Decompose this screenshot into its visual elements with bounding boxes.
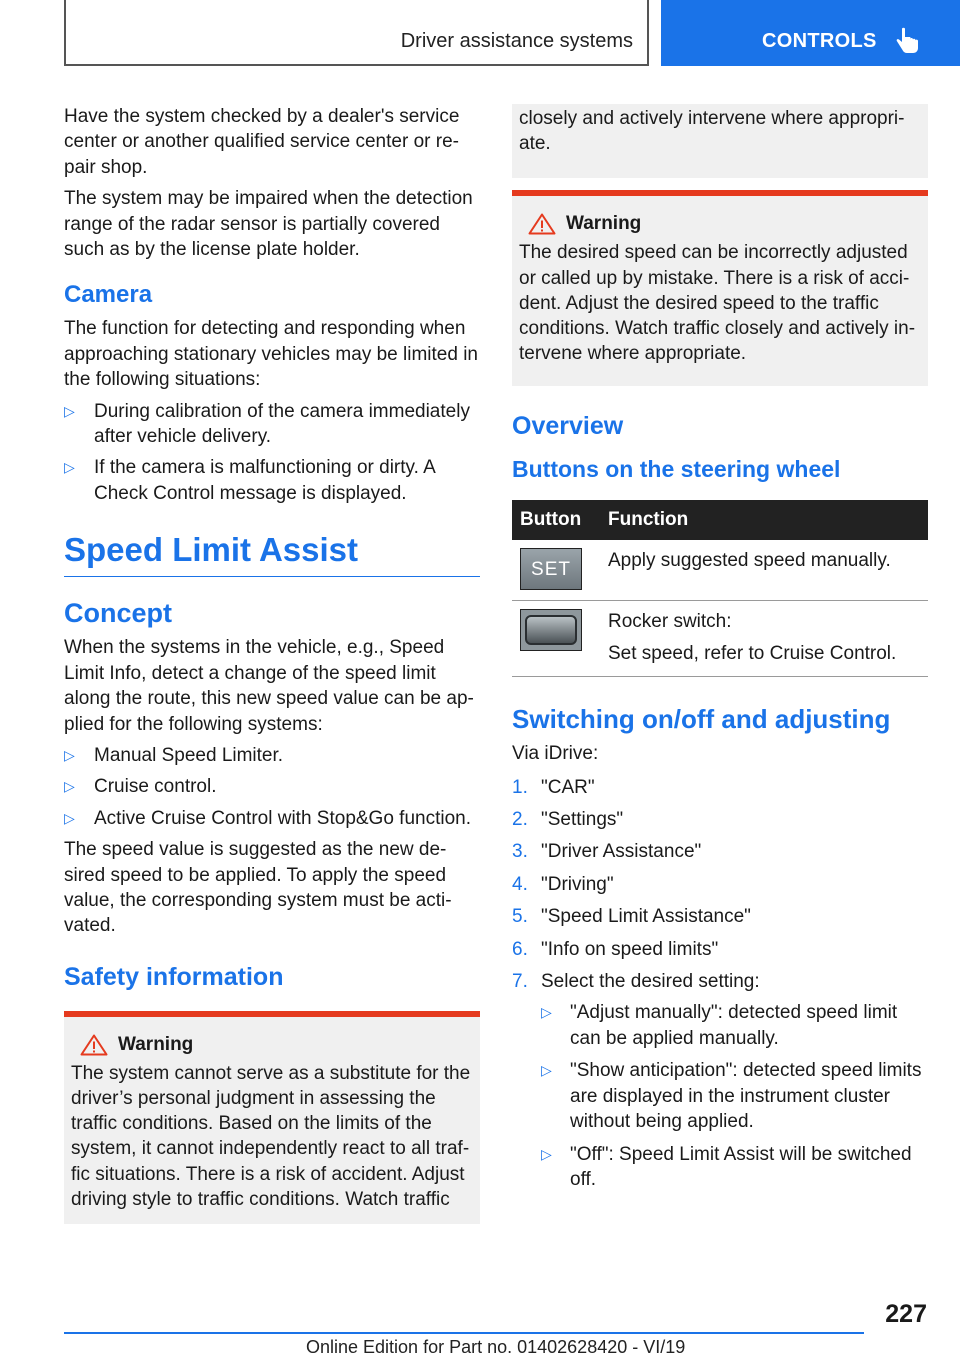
warning-text: The system cannot serve as a substitute for the driver’s personal judgment in assessing the traffic conditions. Based on the limits of the system, it cannot independently react to all traffic situations. There is a risk of accident. Adjust driving style to traffic conditions. Watch traffic [71,1062,471,1210]
rocker-switch-icon [520,609,582,651]
warning-title: Warning [71,1033,473,1057]
list-item: 7. Select the desired setting: ▷ "Adjust manually": detected speed limit can be applied manually. ▷ "Show anticipation": detected speed limits are displayed in the instrument cluster without being applied. ▷ "Off": Speed Limit Assist will be switched off. [512,969,928,1192]
table-header-row [512,500,928,540]
list-item: ▷ "Show anticipation": detected speed limits are displayed in the instrument cluster without being applied. [541,1060,922,1133]
list-item: ▷ Manual Speed Limiter. [64,744,284,766]
concept-bullet-list [64,743,480,831]
list-item: 2. "Settings" [512,809,624,831]
list-item: 6. "Info on speed limits" [512,938,719,960]
paragraph-camera-limits: The function for detecting and responding when approaching stationary vehicles may be limited in the following situations: [64,318,478,391]
list-item: 3. "Driver Assistance" [512,841,702,863]
idrive-steps-list [512,775,928,1193]
table-row [512,540,928,601]
header-chapter-box [661,0,960,66]
warning-box-desired-speed [512,190,928,386]
paragraph-via-idrive: Via iDrive: [512,743,599,765]
button-image-cell [512,540,606,601]
header-section-title: Driver assistance systems [400,30,633,52]
list-item: ▷ "Adjust manually": detected speed limit can be applied manually. [541,1002,898,1049]
heading-speed-limit-assist: Speed Limit Assist [64,530,480,577]
heading-safety-information: Safety information [64,962,284,991]
list-item: ▷ During calibration of the camera immediately after vehicle delivery. [64,400,470,448]
function-cell: Apply suggested speed manually. [606,540,928,601]
list-item: ▷ Cruise control. [64,776,217,798]
triangle-bullet-icon: ▷ [64,459,75,476]
warning-text: The desired speed can be incorrectly adjusted or called up by mistake. There is a risk of accident. Adjust the desired speed to the traffic conditions. Watch traffic closely and actively intervene where appropriate. [519,242,916,365]
pointing-hand-icon [893,26,923,56]
camera-bullet-list [64,399,480,507]
function-line: Set speed, refer to Cruise Control. [608,642,897,664]
paragraph-concept: When the systems in the vehicle, e.g., Speed Limit Info, detect a change of the speed limit along the route, this new speed value can be applied for the following systems: [64,637,474,735]
footer-divider [64,1332,864,1334]
header-chapter-title: CONTROLS [762,30,877,52]
list-item: ▷ If the camera is malfunctioning or dirty. A Check Control message is displayed. [64,457,435,504]
button-image-cell [512,601,606,677]
heading-concept: Concept [64,598,172,629]
triangle-bullet-icon: ▷ [541,1062,552,1079]
warning-box-substitute [64,1011,480,1224]
warning-box-continued [512,104,928,178]
set-button-icon: SET [520,548,582,590]
header-section-box [64,0,649,66]
warning-title: Warning [519,212,921,236]
heading-overview: Overview [512,412,624,441]
triangle-bullet-icon: ▷ [541,1004,552,1021]
triangle-bullet-icon: ▷ [64,402,75,419]
heading-camera: Camera [64,281,153,309]
paragraph-radar-impaired: The system may be impaired when the detection range of the radar sensor is partially covered such as by the license plate holder. [64,188,473,261]
paragraph-service-check: Have the system checked by a dealer's service center or another qualified service center or repair shop. [64,106,460,178]
right-column [512,100,928,1199]
heading-switching-on-off: Switching on/off and adjusting [512,704,891,735]
warning-text-continued: closely and actively intervene where appropriate. [519,108,905,155]
list-item: 5. "Speed Limit Assistance" [512,906,751,928]
triangle-bullet-icon: ▷ [64,778,75,795]
triangle-bullet-icon: ▷ [64,746,75,763]
triangle-bullet-icon: ▷ [541,1145,552,1162]
list-item: 1. "CAR" [512,776,595,798]
paragraph-speed-suggestion: The speed value is suggested as the new desired speed to be applied. To apply the speed value, the corresponding system must be activated. [64,839,452,937]
warning-triangle-icon [528,213,556,235]
table-row [512,601,928,677]
list-item: 4. "Driving" [512,873,614,895]
page-number: 227 [885,1300,927,1328]
column-header-function: Function [606,500,928,540]
warning-triangle-icon [80,1034,108,1056]
triangle-bullet-icon: ▷ [64,809,75,826]
list-item: ▷ Active Cruise Control with Stop&Go function. [64,807,472,829]
setting-bullet-list [541,1000,928,1192]
column-header-button: Button [512,500,606,540]
function-cell [606,601,928,677]
left-column [64,104,480,1224]
footer-edition: Online Edition for Part no. 01402628420 - VI/19 [306,1337,686,1357]
function-line: Rocker switch: [608,611,732,633]
heading-buttons-steering-wheel: Buttons on the steering wheel [512,456,841,483]
list-item: ▷ "Off": Speed Limit Assist will be switched off. [541,1143,912,1190]
buttons-table [512,500,928,677]
